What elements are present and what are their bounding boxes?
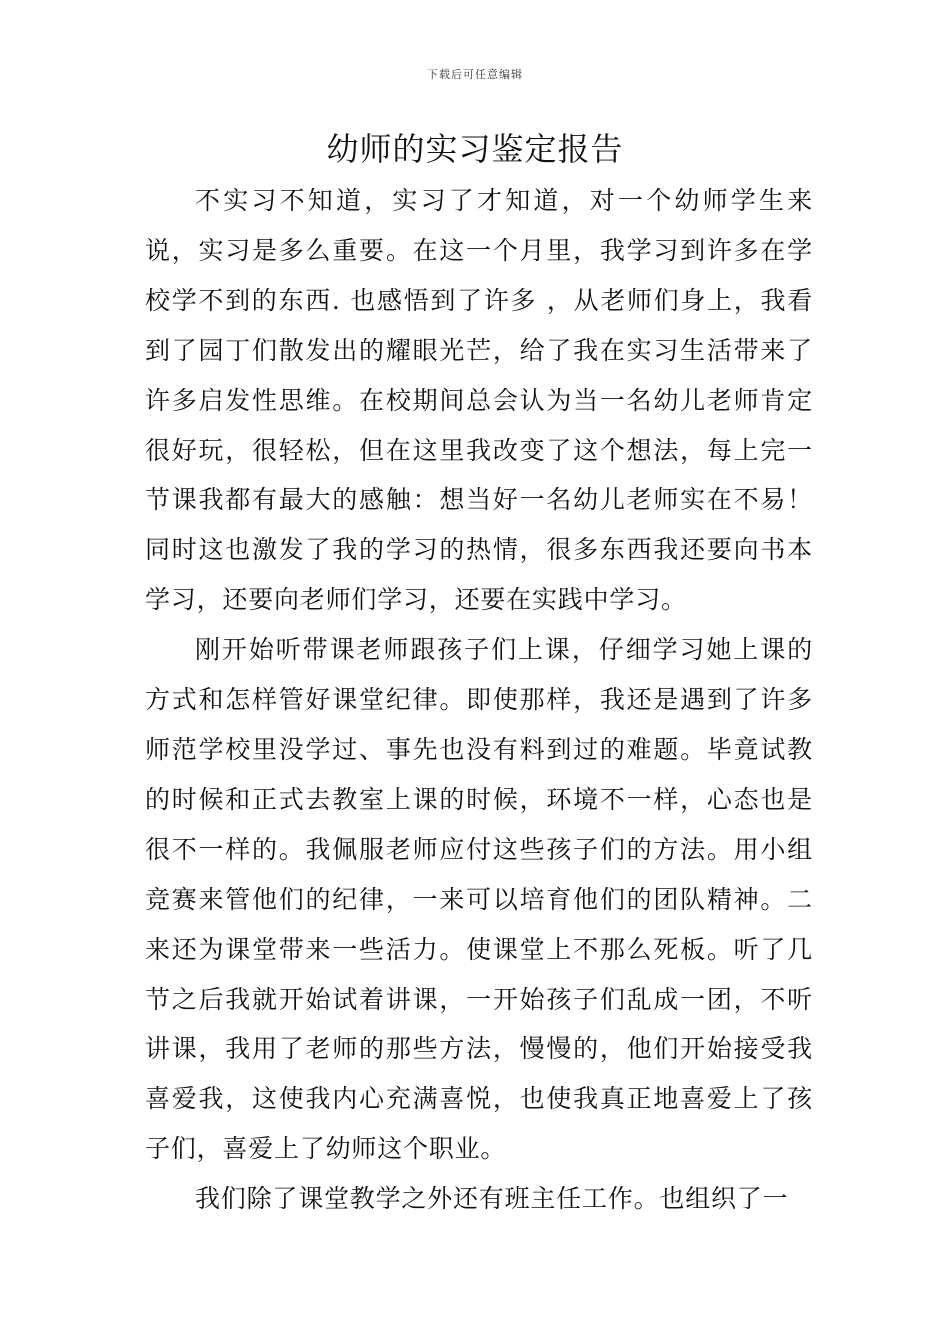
document-title: 幼师的实习鉴定报告 xyxy=(326,130,624,168)
document-body xyxy=(145,176,813,1224)
paragraph-1: 不实习不知道，实习了才知道，对一个幼师学生来说，实习是多么重要。在这一个月里，我学习到许多在学校学不到的东西. 也感悟到了许多 ，从老师们身上，我看到了园丁们散发出的耀眼光芒，给了我在实习生活带来了许多启发性思维。在校期间总会认为当一名幼儿老师肯定很好玩，很轻松，但在这里我改变了这个想法，每上完一节课我都有最大的感触：想当好一名幼儿老师实在不易！同时这也激发了我的学习的热情，很多东西我还要向书本学习，还要向老师们学习，还要在实践中学习。 xyxy=(145,186,813,615)
paragraph-3: 我们除了课堂教学之外还有班主任工作。也组织了一 xyxy=(195,1184,789,1214)
header-note: 下载后可任意编辑 xyxy=(427,68,523,81)
paragraph-2: 刚开始听带课老师跟孩子们上课，仔细学习她上课的方式和怎样管好课堂纪律。即使那样，我还是遇到了许多师范学校里没学过、事先也没有料到过的难题。毕竟试教的时候和正式去教室上课的时候，环境不一样，心态也是很不一样的。我佩服老师应付这些孩子们的方法。用小组竞赛来管他们的纪律，一来可以培育他们的团队精神。二来还为课堂带来一些活力。使课堂上不那么死板。听了几节之后我就开始试着讲课，一开始孩子们乱成一团，不听讲课，我用了老师的那些方法，慢慢的，他们开始接受我喜爱我，这使我内心充满喜悦，也使我真正地喜爱上了孩子们，喜爱上了幼师这个职业。 xyxy=(145,635,813,1164)
